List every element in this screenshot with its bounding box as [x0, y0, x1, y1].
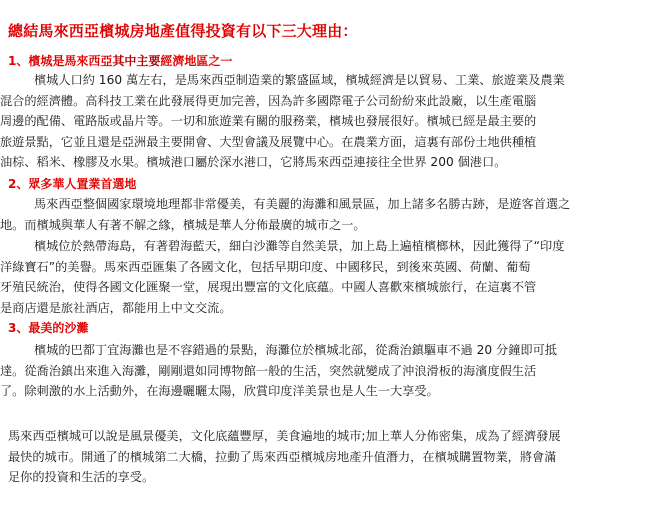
- paragraph-line: 最快的城市。開通了的檳城第二大橋，拉動了馬來西亞檳城房地產升值潛力，在檳城購置物業，將會滿: [8, 449, 557, 464]
- document-title: 總結馬來西亞檳城房地產值得投資有以下三大理由：: [8, 22, 358, 40]
- section-2-paragraph-1: [0, 194, 634, 235]
- paragraph-line: 馬來西亞整個國家環境地理都非常優美，有美麗的海灘和風景區，加上諸多名勝古跡，是遊客首選之: [34, 197, 571, 211]
- paragraph-line: 洋綠寶石”的美譽。馬來西亞匯集了各國文化，包括早期印度、中國移民，到後來英國、荷蘭、葡萄: [0, 259, 531, 274]
- paragraph-line: 地。而檳城與華人有著不解之緣，檳城是華人分佈最廣的城市之一。: [0, 217, 366, 232]
- paragraph-line: 達。從喬治鎮出來進入海灘，剛剛還如同博物館一般的生活，突然就變成了沖浪滑板的海濱度假生活: [0, 363, 537, 378]
- paragraph-line: 是商店還是旅社酒店，都能用上中文交流。: [0, 300, 232, 315]
- paragraph-line: 周邊的配備、電路版或晶片等。一切和旅遊業有關的服務業，檳城也發展很好。檳城已經是最主要的: [0, 114, 537, 128]
- paragraph-line: 混合的經濟體。高科技工業在此發展得更加完善，因為許多國際電子公司紛紛來此設廠，以生產電腦: [0, 93, 537, 108]
- paragraph-line: 旅遊景點，它並且還是亞洲最主要開會、大型會議及展覽中心。在農業方面，這裏有部份土地供種植: [0, 134, 537, 149]
- paragraph-line: 足你的投資和生活的享受。: [8, 470, 155, 484]
- section-heading-3: 3、最美的沙灘: [8, 321, 89, 335]
- paragraph-line: 檳城人口約 160 萬左右，是馬來西亞制造業的繁盛區域，檳城經濟是以貿易、工業、旅遊業及農業: [34, 73, 565, 87]
- section-heading-1-highlight: 其中主要: [112, 54, 161, 68]
- section-3-paragraph-1: [0, 340, 634, 402]
- section-1-paragraph-1: [0, 70, 634, 173]
- section-heading-1: [8, 52, 232, 69]
- paragraph-line: 油棕、稻米、橡膠及水果。檳城港口屬於深水港口，它將馬來西亞連接往全世界 200 個港口。: [0, 155, 507, 169]
- section-heading-2: 2、眾多華人置業首選地: [8, 177, 137, 191]
- conclusion-paragraph: [8, 426, 648, 488]
- paragraph-line: 了。除刺激的水上活動外，在海邊曬曬太陽，欣賞印度洋美景也是人生一大享受。: [0, 384, 439, 398]
- paragraph-line: 檳城的巴都丁宜海灘也是不容錯過的景點，海灘位於檳城北部，從喬治鎮驅車不過 20 分鐘即可抵: [34, 343, 557, 357]
- paragraph-line: 牙殖民統治，使得各國文化匯聚一堂，展現出豐富的文化底蘊。中國人喜歡來檳城旅行，在這裏不管: [0, 280, 537, 294]
- paragraph-line: 檳城位於熱帶海島，有著碧海藍天，細白沙灘等自然美景，加上島上遍植檳榔林，因此獲得了“印度: [34, 239, 565, 253]
- section-2-paragraph-2: [0, 236, 634, 318]
- section-heading-1-suffix: 經濟地區之一: [160, 54, 233, 68]
- section-heading-1-prefix: 1、檳城是馬來西亞: [8, 54, 113, 68]
- paragraph-line: 馬來西亞檳城可以說是風景優美，文化底蘊豐厚，美食遍地的城市;加上華人分佈密集，成為了經濟發展: [8, 429, 561, 443]
